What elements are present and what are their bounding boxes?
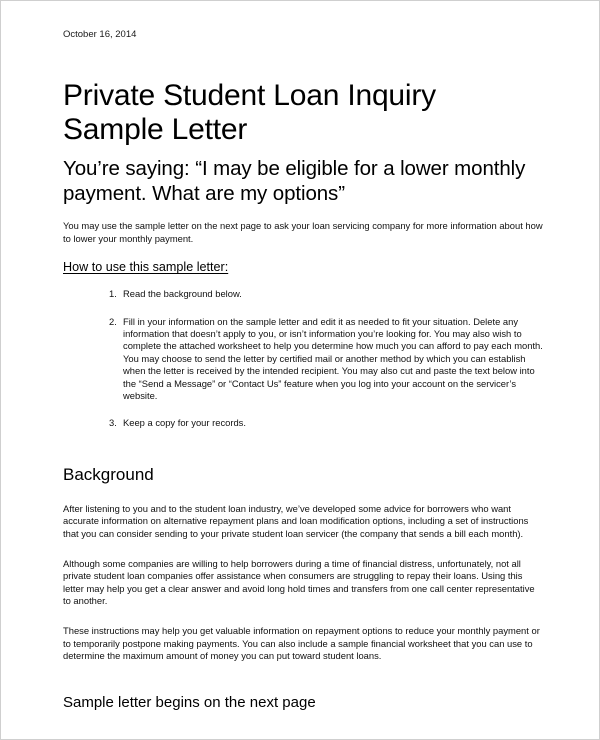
document-body xyxy=(63,28,543,713)
step-text: Fill in your information on the sample letter and edit it as needed to fit your situation. Delete any information that doesn’t apply to you, or isn’t information you’re looking for. You may also wish to complete the attached worksheet to help you determine how much you can afford to pay each month. You may choose to send the letter by certified mail or another method by which you can establish when the letter is received by the intended recipient. You may also cut and paste the text below into the “Send a Message” or “Contact Us” feature when you log into your account on the servicer’s website. xyxy=(123,315,543,402)
background-paragraph: Although some companies are willing to help borrowers during a time of financial distress, unfortunately, not all private student loan companies offer assistance when consumers are struggling to repay their loans. Using this letter may help you get a clear answer and avoid long hold times and transfers from one call center representative to another. xyxy=(63,557,535,607)
steps-list xyxy=(63,288,543,430)
step-text: Read the background below. xyxy=(123,288,242,300)
how-to-use-heading: How to use this sample letter: xyxy=(63,260,229,275)
background-paragraph: These instructions may help you get valuable information on repayment options to reduce your monthly payment or to temporarily postpone making payments. You can also include a sample financial worksheet that you can use to determine the maximum amount of money you can put toward student loans. xyxy=(63,625,540,662)
document-date: October 16, 2014 xyxy=(63,29,137,40)
background-heading: Background xyxy=(63,464,154,484)
page-subtitle: You’re saying: “I may be eligible for a lower monthly payment. What are my options” xyxy=(63,157,526,205)
list-item xyxy=(109,288,543,300)
list-item xyxy=(109,417,543,429)
page-title xyxy=(63,79,543,147)
list-item xyxy=(109,316,543,403)
step-text: Keep a copy for your records. xyxy=(123,417,246,429)
intro-paragraph: You may use the sample letter on the next page to ask your loan servicing company for more information about how to lower your monthly payment. xyxy=(63,220,543,244)
page-title-line-2: Sample Letter xyxy=(63,113,248,146)
closing-line: Sample letter begins on the next page xyxy=(63,693,316,711)
background-paragraph: After listening to you and to the student loan industry, we’ve developed some advice for borrowers who want accurate information on alternative repayment plans and loan modification options, including a set of instructions that you can consider sending to your private student loan servicer (the company that sends a bill each month). xyxy=(63,502,529,540)
page-title-line-1: Private Student Loan Inquiry xyxy=(63,79,436,112)
